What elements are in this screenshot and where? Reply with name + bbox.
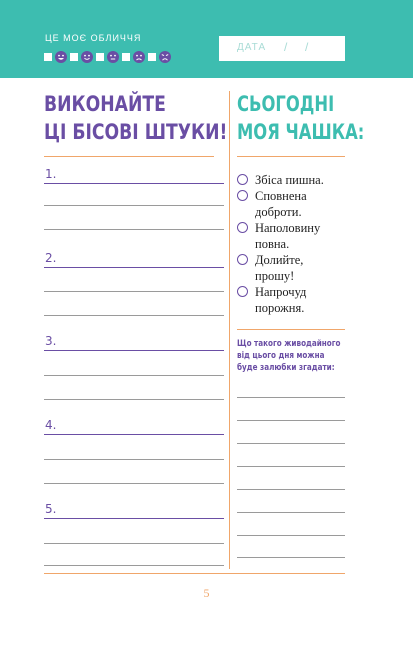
cup-option[interactable] (237, 172, 324, 188)
writing-line[interactable] (237, 397, 345, 398)
writing-line[interactable] (237, 512, 345, 513)
cup-option[interactable] (237, 188, 307, 220)
header-band (0, 0, 413, 78)
writing-line[interactable] (44, 543, 224, 544)
writing-line[interactable] (237, 443, 345, 444)
todo-title (44, 90, 227, 146)
neutral-face-icon (107, 51, 119, 63)
page-number: 5 (203, 586, 210, 600)
cup-option-label: Напрочуд порожня. (255, 285, 307, 315)
mood-checkbox[interactable] (122, 53, 130, 61)
radio-circle-icon[interactable] (237, 222, 248, 233)
title-divider (44, 156, 214, 157)
mood-checkbox[interactable] (44, 53, 52, 61)
mood-selector (44, 51, 174, 63)
item-number: 5. (45, 502, 57, 516)
writing-line[interactable] (44, 399, 224, 400)
writing-line[interactable] (44, 291, 224, 292)
mood-checkbox[interactable] (148, 53, 156, 61)
item-number: 2. (45, 251, 57, 265)
mood-checkbox[interactable] (96, 53, 104, 61)
mood-checkbox[interactable] (70, 53, 78, 61)
title-divider (237, 156, 345, 157)
writing-line[interactable] (44, 375, 224, 376)
cup-option[interactable] (237, 220, 320, 252)
writing-line[interactable] (237, 466, 345, 467)
cup-title (237, 90, 364, 146)
section-divider (237, 329, 345, 330)
item-line (44, 267, 224, 268)
todo-title-line: ЦІ БІСОВІ ШТУКИ! (44, 120, 228, 144)
writing-line[interactable] (44, 483, 224, 484)
writing-line[interactable] (44, 459, 224, 460)
date-separator: / (284, 40, 288, 54)
writing-line[interactable] (44, 565, 224, 566)
very-sad-face-icon (159, 51, 171, 63)
item-line (44, 518, 224, 519)
cup-option[interactable] (237, 252, 303, 284)
cup-title-line: СЬОГОДНІ (237, 92, 335, 116)
writing-line[interactable] (237, 535, 345, 536)
cup-option-label: Збіса пишна. (255, 173, 324, 187)
radio-circle-icon[interactable] (237, 190, 248, 201)
item-line (44, 434, 224, 435)
writing-line[interactable] (44, 315, 224, 316)
item-line (44, 350, 224, 351)
column-divider (229, 91, 230, 569)
date-separator: / (305, 40, 309, 54)
cup-option-label: Наполовину повна. (255, 221, 321, 251)
date-field[interactable] (219, 36, 345, 61)
radio-circle-icon[interactable] (237, 254, 248, 265)
cup-option[interactable] (237, 284, 306, 316)
bottom-divider (44, 573, 345, 574)
writing-line[interactable] (44, 229, 224, 230)
sad-face-icon (133, 51, 145, 63)
writing-line[interactable] (237, 557, 345, 558)
writing-line[interactable] (237, 420, 345, 421)
item-line (44, 183, 224, 184)
memory-question: Що такого живодайного від цього дня можна буде залюбки згадати: (237, 339, 341, 373)
date-label: ДАТА (237, 42, 267, 53)
writing-line[interactable] (237, 489, 345, 490)
very-happy-face-icon (55, 51, 67, 63)
item-number: 3. (45, 334, 57, 348)
item-number: 1. (45, 167, 57, 181)
item-number: 4. (45, 418, 57, 432)
cup-option-label: Сповнена доброти. (255, 189, 307, 219)
radio-circle-icon[interactable] (237, 174, 248, 185)
cup-option-label: Долийте, прошу! (255, 253, 304, 283)
todo-title-line: ВИКОНАЙТЕ (44, 92, 166, 116)
radio-circle-icon[interactable] (237, 286, 248, 297)
cup-title-line: МОЯ ЧАШКА: (237, 120, 365, 144)
writing-line[interactable] (44, 205, 224, 206)
mood-label: ЦЕ МОЄ ОБЛИЧЧЯ (45, 33, 142, 43)
happy-face-icon (81, 51, 93, 63)
